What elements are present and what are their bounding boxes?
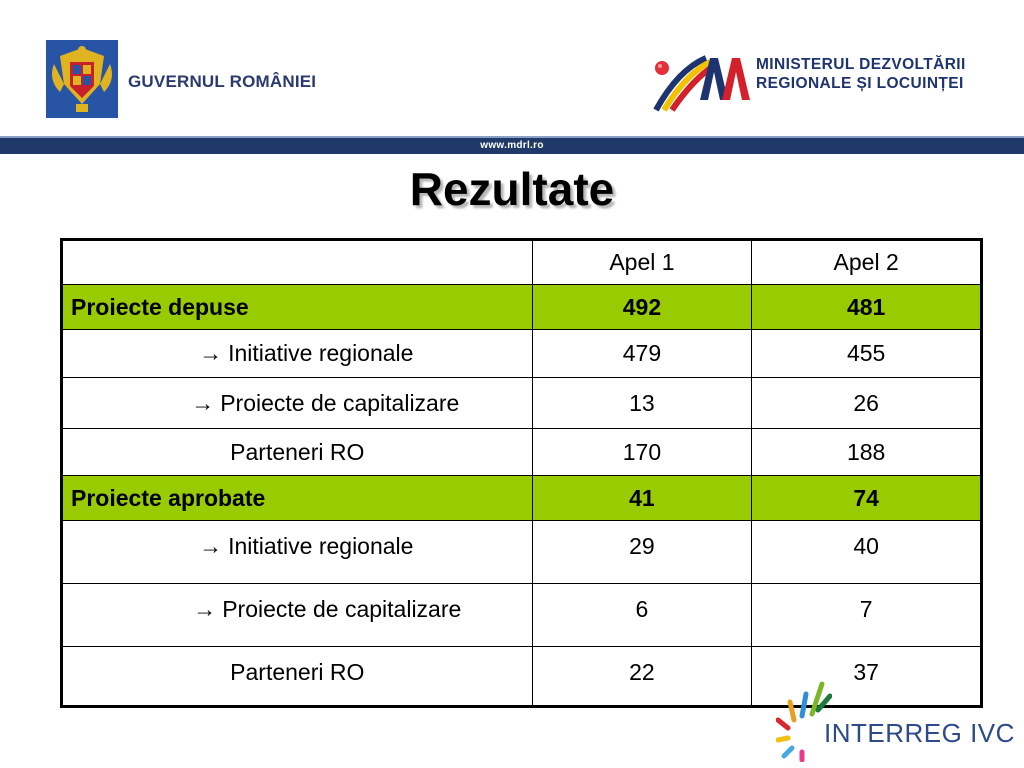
table-row-proiecte-depuse (62, 285, 982, 330)
results-table (60, 238, 983, 708)
table-header-row (62, 240, 982, 285)
ministry-name-line1: MINISTERUL DEZVOLTĂRII (756, 56, 966, 73)
table-row (62, 521, 982, 584)
table-row (62, 330, 982, 378)
row-value-apel2: 26 (752, 378, 982, 429)
row-value-apel2: 188 (752, 429, 982, 476)
row-value-apel2: 37 (752, 647, 982, 707)
government-name: GUVERNUL ROMÂNIEI (128, 72, 317, 91)
row-value-apel1: 13 (532, 378, 752, 429)
row-label: Proiecte de capitalizare (220, 389, 460, 416)
row-label-cell (62, 378, 533, 429)
header-cell-empty (62, 240, 533, 285)
row-value-apel1: 29 (532, 521, 752, 584)
table-row (62, 429, 982, 476)
table-row (62, 378, 982, 429)
row-label-wrap (135, 390, 459, 416)
right-arrow-icon: → (199, 340, 223, 366)
row-value-apel1: 492 (532, 285, 752, 330)
row-value-apel2: 455 (752, 330, 982, 378)
row-value-apel1: 170 (532, 429, 752, 476)
right-arrow-icon: → (193, 596, 217, 622)
table-row (62, 584, 982, 647)
table-row-proiecte-aprobate (62, 476, 982, 521)
interreg-name: INTERREG IVC (824, 718, 1015, 748)
row-value-apel1: 22 (532, 647, 752, 707)
right-arrow-icon: → (191, 389, 215, 416)
row-value-apel1: 6 (532, 584, 752, 647)
row-value-apel2: 481 (752, 285, 982, 330)
row-value-apel1: 41 (532, 476, 752, 521)
ministry-name (756, 55, 966, 93)
row-label-cell (62, 330, 533, 378)
row-label: Proiecte depuse (62, 285, 533, 330)
row-label: Parteneri RO (62, 647, 533, 707)
row-label-wrap (133, 596, 461, 622)
ministry-url: www.mdrl.ro (480, 140, 544, 151)
header-cell-apel2: Apel 2 (752, 240, 982, 285)
page-title: Rezultate (409, 163, 615, 215)
row-label: Proiecte de capitalizare (222, 596, 462, 622)
right-arrow-icon: → (199, 533, 223, 559)
ministry-name-line2: REGIONALE ȘI LOCUINȚEI (756, 75, 964, 92)
table-row (62, 647, 982, 707)
row-value-apel1: 479 (532, 330, 752, 378)
row-value-apel2: 74 (752, 476, 982, 521)
row-value-apel2: 40 (752, 521, 982, 584)
romanian-coat-of-arms-icon (46, 40, 118, 118)
row-label: Initiative regionale (228, 340, 414, 366)
row-label: Initiative regionale (228, 533, 414, 559)
ministry-logo-icon (648, 50, 752, 114)
row-label-wrap (181, 340, 413, 366)
row-label: Parteneri RO (62, 429, 533, 476)
row-label-wrap (181, 533, 413, 559)
row-label: Proiecte aprobate (62, 476, 533, 521)
header-cell-apel1: Apel 1 (532, 240, 752, 285)
row-label-cell (62, 521, 533, 584)
row-value-apel2: 7 (752, 584, 982, 647)
row-label-cell (62, 584, 533, 647)
